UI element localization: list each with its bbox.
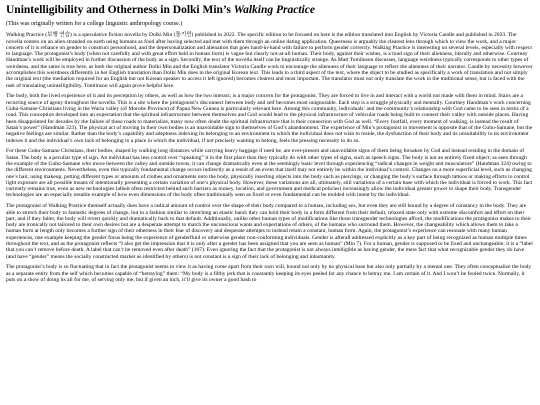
title-text: Unintelligibility and Otherness in Dolki Min’s xyxy=(6,4,234,16)
course-note: (This was originally written for a college linguistic anthropology course.) xyxy=(6,21,183,27)
body-paragraph-4: The protagonist of Walking Practice themself actually does have a radical amount of control over the shape of their body compared to a human, including sex, but even they are still bound by a degree of constancy in the body. They are able to stretch their body to fantastic degrees of change, but in a fashion similar to stretching an elastic band; they can hold their body in a form different from their default, relaxed state only with extreme discomfort and effort on their part, and if they falter, the body will revert quickly and dramatically back to that default. Additionally, unlike other human types of modifications like those transgender technologies afford, the modifications the protagonist makes to their body are ironically not tailored to their own desires but are a desperate attempt to match the unconscious wants and expectations of others, of the humans who surround them. However, the changeability which allows them to take a human form at length only becomes a further sign of their otherness in their fear of discovery and desperate attempts to instead retain a constant, human form. Again, the protagonist’s experience can resonate with many human experiences, one example keeping the gender focus being the experience of genderfluid or otherwise gender non-conforming individuals. Gender is afterall addressed explicitly as a key part of being recognized as human multiple times throughout the text, and as the protagonist reflects “I also get the impression that it is only after a gender has been assigned that you are seen as human” (Min 7). For a human, gender is supposed to be fixed and unchangeable; it is a “label that you can’t remove before death. A label that can’t be removed even after death” (107). Even ignoring the fact that the protagonist is not always intelligible as having gender, the mere fact that what recognizable gender they do have (and have “gender” means the socially constructed marker as identified by others) is not constant is a sign of their lack of belonging and inhumanity. xyxy=(6,203,533,260)
page-title xyxy=(6,4,534,17)
body-paragraph-3: For these Guhu-Samane Christians, their bodies, shaped by walking long distances while carrying heavy baggage if need be, are ever-present and unavoidable signs of them being forsaken by God and instead residing in the domain of Satan. The body is a peculiar type of sign. An individual has less control over “speaking” it in the first place than they typically do with other types of signs, such as speech signs. The body is not an entirely fixed object; as seen through the example of the Guhu-Samane who move between the valley and outside towns, it can change dramatically even at the seemingly basic level through experiencing “radical changes in weight and musculature” (Handman 324) owing to the different environments. Nevertheless, even this typically fundamental change occurs indirectly as a result of an event that itself may not entirely be within the individual’s control. Changes on a more superficial level, such as changing one’s hair, using makeup, putting different types or amounts of clothes and ornaments onto the body, physically inserting objects into the body such as piercings, or changing the body’s surface through tattoos or making efforts to control light exposure are all possible means of intentionally presenting a certain variation of one’s physical body. However, these variations are all, ultimately, still variations of a certain base with which the individual is forced to work. This fact currently remains true, even as new technologies (albeit often restricted behind such barriers as money, location, and government and medical policies) increasingly allow the individual greater power to shape their body. Transgender technologies are an especially notable example of how even dimensions of the body often traditionally seen as fixed or even fundamental can be molded with intent by the individual. xyxy=(6,148,533,199)
body-paragraph-2: The body, both the lived experience of it and its perception by others, as well as how the two interact, is a major concern for the protagonist. They are forced to live in and interact with a world not made with them in mind. Stairs are a recurring source of agony throughout the novella. This is a site where the protagonist’s disconnect between body and self becomes most unignorable. Each step is a struggle physically and mentally. Courtney Handman’s work concerning Guhu-Samane Christians living in the Waria valley (of Morobe Province) of Papua New Guinea is particularly relevant here. Among this community, individuals’ and the community’s relationship with God came to be seen in terms of a road. This conception developed into an expectation that the spiritual infrastructure between themselves and God would lead to the physical infrastructure of vehicular roads being built to connect their valley with outside places. Having been disappointed for decades by the failure of these roads to materialize, many now often doubt the spiritual infrastructure that is their connection with God as well. “Every footfall, every moment of walking, is instead the result of Satan’s power” (Handman 323). The physical act of moving in their own bodies is an unavoidable sign to themselves of God’s abandonment. The experience of Min’s protagonist in movement is opposite that of the Guhu-Samane, but the negative feelings are similar. Rather than the body’s capability and adeptness indexing its belonging to an environment in which the individual does not wish to reside, the dysfunction of their body and its unsuitability to its environment indexes it and the individual’s own lack of belonging to a place in which the individual, if not precisely wanting to belong, feels the pressing necessity to do so. xyxy=(6,93,533,144)
body-paragraph-1: Walking Practice (보행 연습) is a speculative fiction novella by Dolki Min (돌기민) published in 2022. The specific edition to be focused on here is the edition translated into English by Victoria Caudle and published in 2023. The novella centers on an alien stranded on earth using humans as food after having selected and met with them through an online dating application. Queerness is arguably the clearest lens through which to view the work, and a major concern of it is reliance on gender to construct personhood, and the depersonalization and alienation that goes hand-in-hand with failure to perform gender correctly. Walking Practice is interesting on several levels, especially with respect to language. The protagonist’s body (when not carefully and with great effort held in human form) is vague but clearly not-at-all human. Their body, against their wishes, is a loud sign of their alienness, literally and otherwise. Courtney Handman’s work will be employed in further discussion of the body as a sign. Secondly, the text of the novella itself can be linguistically strange. As Matt Tomlinson discusses, language weirdness typically corresponds to other types of weirdness, and the same is true here, as both the original author Dolki Min and the English translator Victoria Caudle work to encourage the alienness of their language to reflect the alienness of their narrator. Caudle by necessity however accomplishes this weirdness differently in her English translation than Dolki Min does in the original Korean text. This leads to a third aspect of the text, where the object to be studied as specifically a work of translation and not simply the original text (the mediation required for an English but not Korean speaker to access it left ignored) becomes clearest and most important. The translator must not only translate the work in the traditional sense, but is faced with the task of translating unintelligibility. Tomlinson will again prove helpful here. xyxy=(6,32,533,89)
title-italic-text: Walking Practice xyxy=(233,4,315,16)
body-paragraph-5: The protagonist’s body is so fluctuating that in fact the protagonist seems to view it as having come apart from their own will, bound not only by no physical base but also only partially by a mental one. They often conceptualize the body as a separate entity from the self which becomes capable of “betraying” them: “My body is a filthy jerk that is constantly keeping its eyes peeled for any chance to betray me. I am certain of it. And I won’t be fooled twice. Normally, it puts on a show of doing its all for me, of serving only me, but if given an inch, it’ll give its owner a good bash to xyxy=(6,264,532,283)
